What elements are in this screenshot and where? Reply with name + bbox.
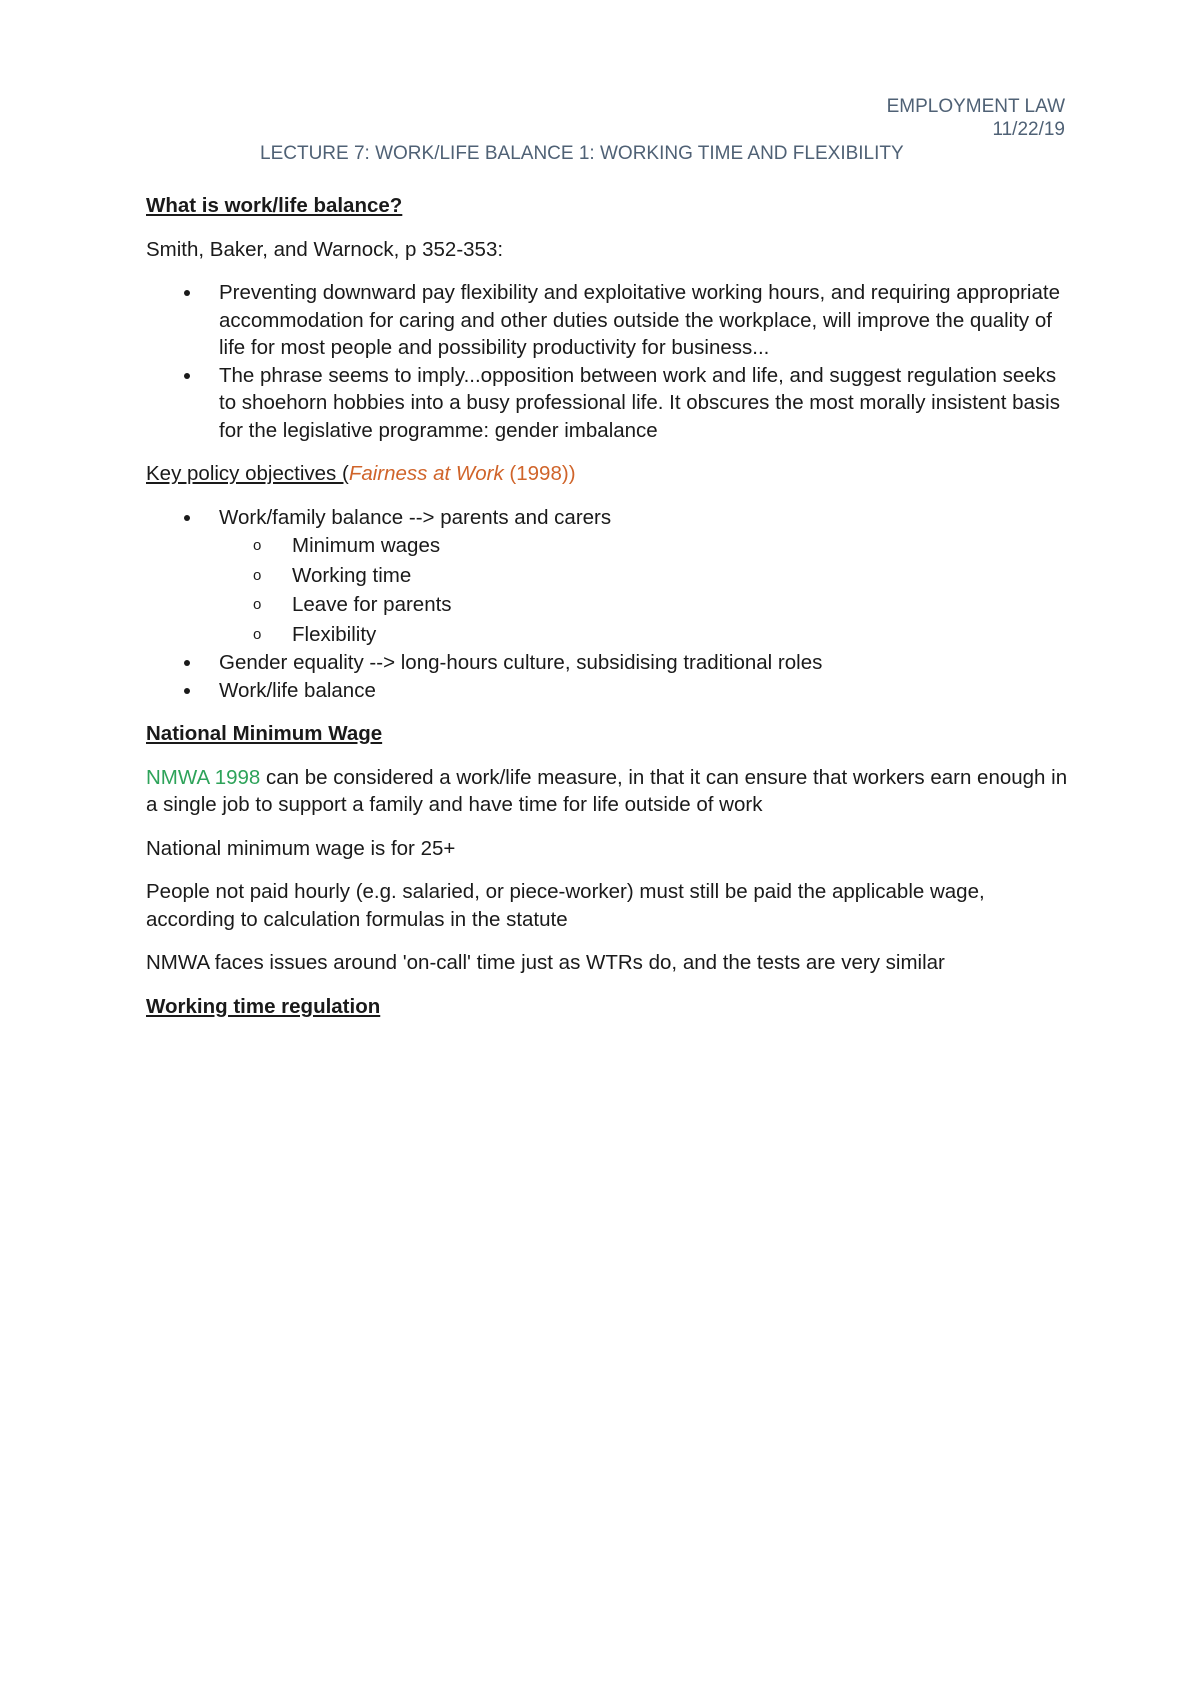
list-item: The phrase seems to imply...opposition between work and life, and suggest regulation seeks to shoehorn hobbies into a busy professional life. It obscures the most morally insistent basis for the legislative programme: gender imbalance <box>146 362 1076 445</box>
quote-list <box>146 279 1076 444</box>
list-item <box>146 504 1076 650</box>
paragraph-text: can be considered a work/life measure, in that it can ensure that workers earn enough in a single job to support a family and have time for life outside of work <box>146 765 1068 816</box>
sub-list-item: o Leave for parents <box>219 590 1076 620</box>
section-heading-minimum-wage: National Minimum Wage <box>146 722 383 745</box>
paragraph: People not paid hourly (e.g. salaried, or piece-worker) must still be paid the applicable wage, according to calculation formulas in the statute <box>146 880 985 931</box>
sub-list-item: o Flexibility <box>219 620 1076 650</box>
heading-prefix: Key policy objectives ( <box>146 462 349 485</box>
section-heading-working-time: Working time regulation <box>146 994 381 1018</box>
statute-reference: NMWA 1998 <box>146 765 261 789</box>
sub-list <box>219 531 1076 649</box>
document-body <box>146 192 1076 1036</box>
source-citation: Smith, Baker, and Warnock, p 352-353: <box>146 237 504 261</box>
objectives-list <box>146 504 1076 705</box>
list-item: Work/life balance <box>146 677 1076 705</box>
paragraph: NMWA faces issues around 'on-call' time just as WTRs do, and the tests are very similar <box>146 951 945 974</box>
reference-title: Fairness at Work <box>348 462 504 485</box>
lecture-title: LECTURE 7: WORK/LIFE BALANCE 1: WORKING TIME AND FLEXIBILITY <box>260 143 904 164</box>
section-heading-policy-objectives <box>146 460 1076 488</box>
reference-year: (1998) <box>503 462 569 485</box>
heading-close: ) <box>568 462 576 485</box>
list-item: Gender equality --> long-hours culture, subsidising traditional roles <box>146 649 1076 677</box>
list-item: Preventing downward pay flexibility and exploitative working hours, and requiring appropriate accommodation for caring and other duties outside the workplace, will improve the quality of life for most people and possibility productivity for business... <box>146 279 1076 362</box>
paragraph <box>146 764 1076 819</box>
list-item-text: Work/family balance --> parents and carers <box>219 505 612 529</box>
sub-list-item: o Working time <box>219 561 1076 591</box>
sub-list-item: o Minimum wages <box>219 531 1076 561</box>
section-heading-work-life: What is work/life balance? <box>146 194 403 217</box>
course-title: EMPLOYMENT LAW <box>886 96 1065 117</box>
paragraph: National minimum wage is for 25+ <box>146 836 456 860</box>
lecture-date: 11/22/19 <box>992 119 1065 140</box>
